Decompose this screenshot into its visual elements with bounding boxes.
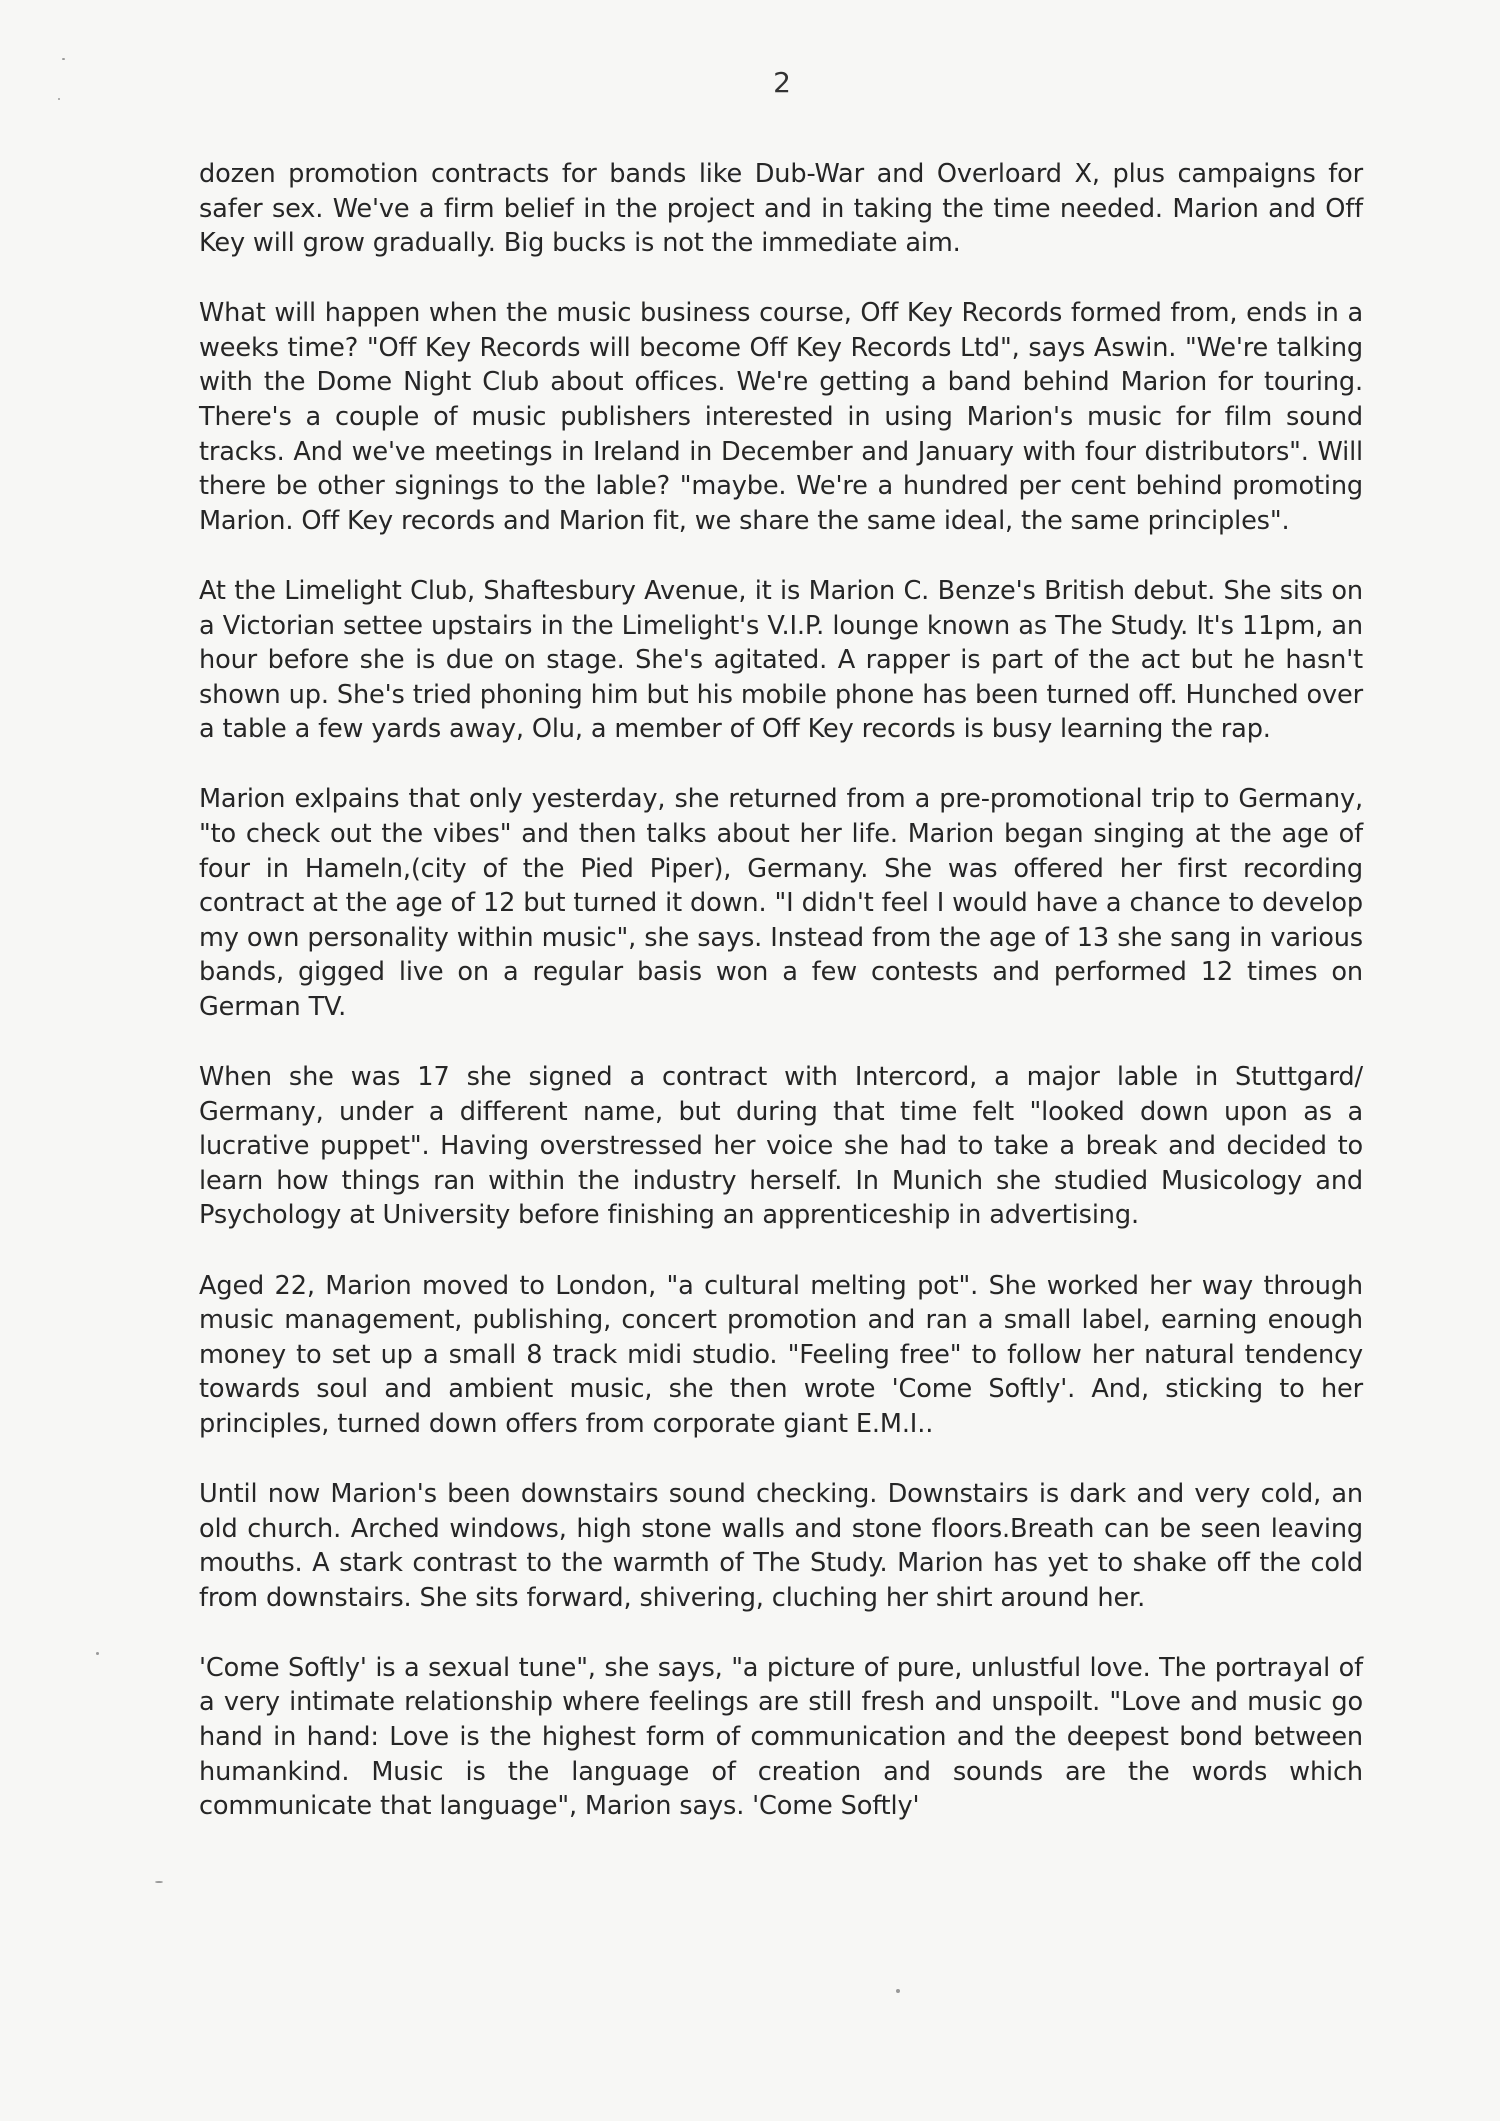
paragraph-3: At the Limelight Club, Shaftesbury Avenue, it is Marion C. Benze's British debut. She sits on a Victorian settee upstairs in the Limelight's V.I.P. lounge known as The Study. It's 11pm, an hour before she is due on stage. She's agitated. A rapper is part of the act but he hasn't shown up. She's tried phoning him but his mobile phone has been turned off. Hunched over a table a few yards away, Olu, a member of Off Key records is busy learning the rap. [199,575,1363,745]
scan-speck [62,58,65,60]
scan-speck [896,1989,900,1993]
paragraph-4: Marion exlpains that only yesterday, she returned from a pre-promotional trip to Germany, "to check out the vibes" and then talks about her life. Marion began singing at the age of four in Hameln,(city of the Pied Piper), Germany. She was offered her first recording contract at the age of 12 but turned it down. "I didn't feel I would have a chance to develop my own personality within music", she says. Instead from the age of 13 she sang in various bands, gigged live on a regular basis won a few contests and performed 12 times on German TV. [199,784,1363,1022]
paragraph-8: 'Come Softly' is a sexual tune", she says, "a picture of pure, unlustful love. The portrayal of a very intimate relationship where feelings are still fresh and unspoilt. "Love and music go hand in hand: Love is the highest form of communication and the deepest bond between humankind. Music is the language of creation and sounds are the words which communicate that language", Marion says. 'Come Softly' [199,1652,1363,1822]
article-body [199,157,1363,1824]
paragraph-5: When she was 17 she signed a contract with Intercord, a major lable in Stuttgard/ Germany, under a different name, but during that time felt "looked down upon as a lucrative puppet". Having overstressed her voice she had to take a break and decided to learn how things ran within the industry herself. In Munich she studied Musicology and Psychology at University before finishing an apprenticeship in advertising. [199,1062,1363,1231]
page-number: 2 [773,66,791,99]
scan-speck [58,98,60,100]
paragraph-2: What will happen when the music business course, Off Key Records formed from, ends in a weeks time? "Off Key Records will become Off Key Records Ltd", says Aswin. "We're talking with the Dome Night Club about offices. We're getting a band behind Marion for touring. There's a couple of music publishers interested in using Marion's music for film sound tracks. And we've meetings in Ireland in December and January with four distributors". Will there be other signings to the lable? "maybe. We're a hundred per cent behind promoting Marion. Off Key records and Marion fit, we share the same ideal, the same principles". [199,298,1363,536]
paragraph-7: Until now Marion's been downstairs sound checking. Downstairs is dark and very cold, an old church. Arched windows, high stone walls and stone floors.Breath can be seen leaving mouths. A stark contrast to the warmth of The Study. Marion has yet to shake off the cold from downstairs. She sits forward, shivering, cluching her shirt around her. [199,1479,1363,1613]
scan-speck [96,1652,99,1655]
scan-speck [155,1881,163,1883]
paragraph-1: dozen promotion contracts for bands like Dub-War and Overloard X, plus campaigns for safer sex. We've a firm belief in the project and in taking the time needed. Marion and Off Key will grow gradually. Big bucks is not the immediate aim. [199,159,1363,259]
paragraph-6: Aged 22, Marion moved to London, "a cultural melting pot". She worked her way through music management, publishing, concert promotion and ran a small label, earning enough money to set up a small 8 track midi studio. "Feeling free" to follow her natural tendency towards soul and ambient music, she then wrote 'Come Softly'. And, sticking to her principles, turned down offers from corporate giant E.M.I.. [199,1270,1363,1439]
